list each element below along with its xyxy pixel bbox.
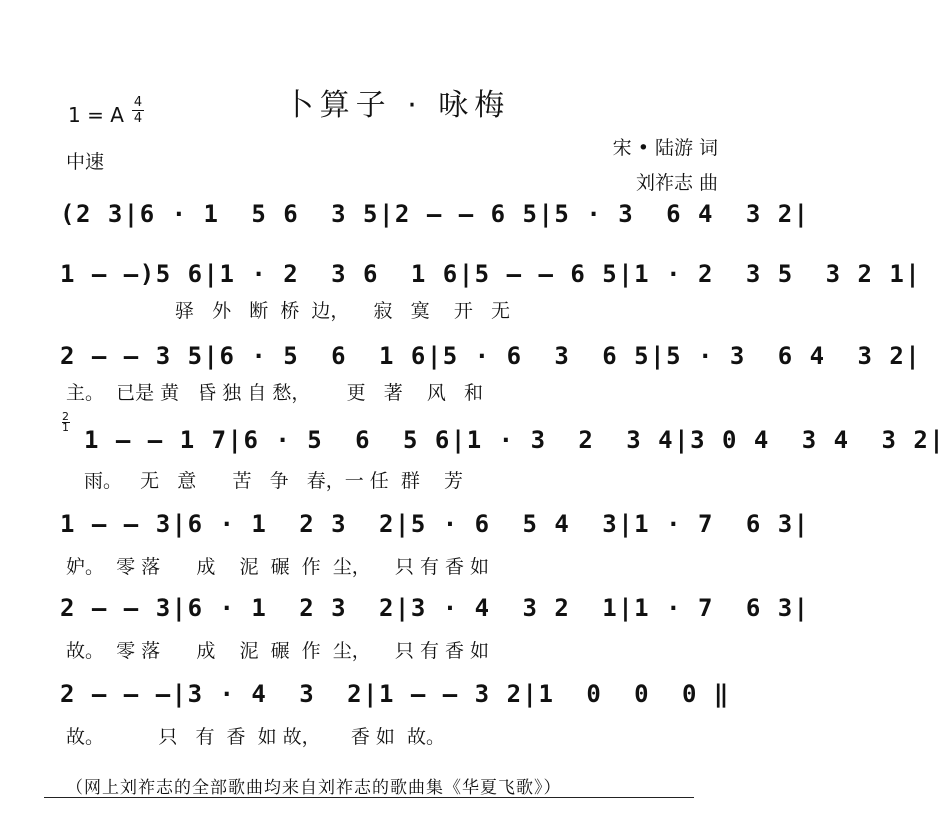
notation-line: 1 — —)5 6|1 · 2 3 6 1 6|5 — — 6 5|1 · 2 3 5 3 2 1|	[60, 260, 922, 288]
time-signature-top: 4	[133, 95, 143, 110]
notation-line: 2 — — 3 5|6 · 5 6 1 6|5 · 6 3 6 5|5 · 3 6 4 3 2|	[60, 342, 922, 370]
lyrics-line: 故。 只 有 香 如 故， 香 如 故。	[66, 726, 445, 748]
source-footnote: （网上刘祚志的全部歌曲均来自刘祚志的歌曲集《华夏飞歌》）	[66, 778, 562, 798]
lyrics-line: 妒。 零 落 成 泥 碾 作 尘， 只 有 香 如	[66, 556, 490, 578]
footnote-rule	[44, 797, 694, 798]
notation-line: 2 — — 3|6 · 1 2 3 2|3 · 4 3 2 1|1 · 7 6 3|	[60, 594, 810, 622]
grace-note	[62, 412, 70, 433]
score-line	[84, 426, 945, 493]
score-line	[60, 510, 810, 579]
score-line	[60, 680, 740, 749]
lyrics-line: 主。 已是 黄 昏 独 自 愁， 更 著 风 和	[66, 382, 483, 404]
score-line	[60, 200, 810, 228]
score-line	[60, 594, 810, 663]
notation-line: 2 — — —|3 · 4 3 2|1 — — 3 2|1 0 0 0 ‖	[60, 680, 730, 708]
key-signature: 1 = A	[68, 103, 124, 127]
notation-line: 1 — — 3|6 · 1 2 3 2|5 · 6 5 4 3|1 · 7 6 3|	[60, 510, 810, 538]
grace-note-top: 2	[62, 410, 69, 423]
time-signature	[132, 96, 144, 125]
grace-note-bottom: 1	[62, 421, 69, 434]
song-title: 卜算子 · 咏梅	[283, 88, 511, 123]
time-signature-bottom: 4	[133, 111, 143, 126]
lyrics-line: 驿 外 断 桥 边， 寂 寞 开 无	[175, 300, 510, 322]
composer-credit: 刘祚志 曲	[635, 172, 718, 194]
tempo-marking: 中速	[66, 151, 105, 173]
notation-line: (2 3|6 · 1 5 6 3 5|2 — — 6 5|5 · 3 6 4 3 2|	[60, 200, 810, 228]
lyricist-credit: 宋 • 陆游 词	[612, 137, 718, 159]
lyrics-line: 雨。 无 意 苦 争 春，一 任 群 芳	[84, 470, 463, 492]
notation-line: 1 — — 1 7|6 · 5 6 5 6|1 · 3 2 3 4|3 0 4 3 4 3 2|	[84, 426, 945, 454]
score-line	[60, 342, 922, 405]
lyrics-line: 故。 零 落 成 泥 碾 作 尘， 只 有 香 如	[66, 640, 490, 662]
score-line	[60, 260, 922, 323]
